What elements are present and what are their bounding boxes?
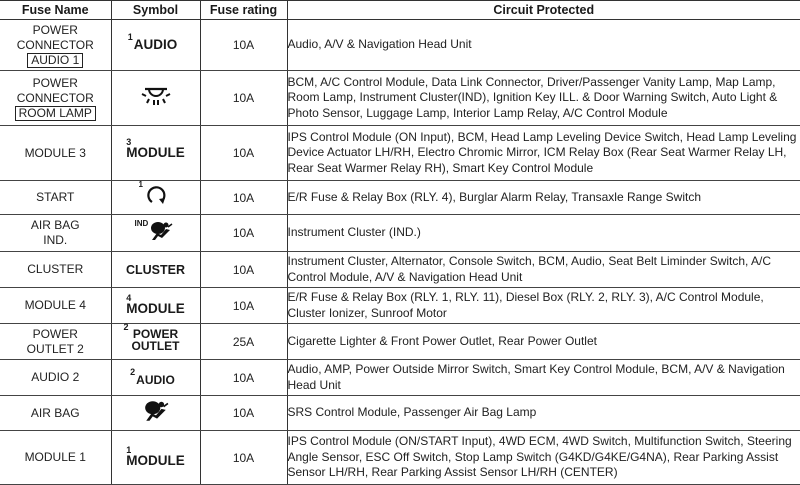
fuse-name: CLUSTER bbox=[0, 252, 111, 288]
symbol-text bbox=[126, 292, 185, 316]
header-circuit-protected: Circuit Protected bbox=[287, 1, 800, 20]
fuse-name-line: POWER bbox=[32, 75, 78, 90]
symbol-label-line: POWER bbox=[132, 327, 179, 341]
room-lamp-icon bbox=[139, 86, 173, 111]
airbag-icon bbox=[143, 400, 169, 427]
symbol-text bbox=[127, 32, 178, 52]
fuse-name-line: AIR BAG bbox=[30, 218, 80, 232]
table-row bbox=[0, 215, 800, 252]
symbol-label: MODULE bbox=[126, 452, 185, 468]
table-row bbox=[0, 20, 800, 71]
fuse-rating: 10A bbox=[200, 252, 287, 288]
circuit-protected: SRS Control Module, Passenger Air Bag Lamp bbox=[287, 396, 800, 431]
symbol-cell bbox=[111, 360, 200, 396]
symbol-superscript: 1 bbox=[138, 180, 143, 189]
table-header-row bbox=[0, 1, 800, 20]
table-row bbox=[0, 396, 800, 431]
fuse-rating: 10A bbox=[200, 288, 287, 324]
fuse-rating: 10A bbox=[200, 71, 287, 126]
symbol-text bbox=[123, 322, 180, 353]
circuit-protected: Audio, AMP, Power Outside Mirror Switch, Smart Key Control Module, BCM, A/V & Navigation Head Unit bbox=[287, 360, 800, 396]
symbol-cell bbox=[111, 396, 200, 431]
fuse-name-line: OUTLET 2 bbox=[26, 341, 84, 356]
symbol-label-line: OUTLET bbox=[131, 339, 180, 353]
fuse-name: AUDIO 2 bbox=[0, 360, 111, 396]
table-row bbox=[0, 71, 800, 126]
table-row bbox=[0, 431, 800, 485]
fuse-name: MODULE 3 bbox=[0, 126, 111, 181]
fuse-name: MODULE 4 bbox=[0, 288, 111, 324]
circuit-protected: BCM, A/C Control Module, Data Link Connector, Driver/Passenger Vanity Lamp, Map Lamp, Room Lamp, Instrument Cluster(IND), Ignition Key ILL. & Door Warning Switch, Auto Light & Photo Sensor, Luggage Lamp, Interior Lamp Relay, A/C Control Module bbox=[287, 71, 800, 126]
circuit-protected: Instrument Cluster (IND.) bbox=[287, 215, 800, 252]
circuit-protected: IPS Control Module (ON/START Input), 4WD ECM, 4WD Switch, Multifunction Switch, Steering Angle Sensor, ESC Off Switch, Stop Lamp Switch (G4KD/G4KE/G4NA), Rear Parking Assist Sensor LH/RH, Rear Parking Assist Sensor LH/RH (CENTER) bbox=[287, 431, 800, 485]
header-symbol: Symbol bbox=[111, 1, 200, 20]
symbol-text bbox=[126, 137, 185, 160]
circuit-protected: Cigarette Lighter & Front Power Outlet, Rear Power Outlet bbox=[287, 324, 800, 360]
circuit-protected: E/R Fuse & Relay Box (RLY. 4), Burglar Alarm Relay, Transaxle Range Switch bbox=[287, 181, 800, 215]
fuse-name: MODULE 1 bbox=[0, 431, 111, 485]
table-row bbox=[0, 324, 800, 360]
table-row bbox=[0, 181, 800, 215]
symbol-label: CLUSTER bbox=[125, 262, 186, 277]
fuse-rating: 10A bbox=[200, 396, 287, 431]
fuse-name-cell bbox=[0, 20, 111, 71]
symbol-cell bbox=[111, 71, 200, 126]
table-row bbox=[0, 288, 800, 324]
symbol-superscript: 1 bbox=[127, 32, 133, 42]
fuse-name-cell bbox=[0, 324, 111, 360]
fuse-name: START bbox=[0, 181, 111, 215]
circuit-protected: E/R Fuse & Relay Box (RLY. 1, RLY. 11), Diesel Box (RLY. 2, RLY. 3), A/C Control Module, Cluster Ionizer, Sunroof Motor bbox=[287, 288, 800, 324]
symbol-cell bbox=[111, 215, 200, 252]
symbol-cell bbox=[111, 181, 200, 215]
fuse-name-boxed: AUDIO 1 bbox=[27, 53, 83, 68]
symbol-superscript: 3 bbox=[126, 137, 132, 147]
header-fuse-rating: Fuse rating bbox=[200, 1, 287, 20]
airbag-icon bbox=[134, 218, 173, 246]
symbol-superscript: 2 bbox=[130, 366, 136, 377]
fuse-name-line: CONNECTOR bbox=[16, 90, 94, 105]
symbol-cell bbox=[111, 324, 200, 360]
fuse-name-line: POWER bbox=[32, 326, 78, 341]
circuit-protected: IPS Control Module (ON Input), BCM, Head Lamp Leveling Device Switch, Head Lamp Leveling Device Actuator LH/RH, Electro Chromic Mirror, ICM Relay Box (Rear Seat Warmer Relay LH, Rear Seat Warmer Relay RH), Smart Key Control Module bbox=[287, 126, 800, 181]
symbol-label: MODULE bbox=[126, 300, 185, 316]
fuse-rating: 10A bbox=[200, 360, 287, 396]
header-fuse-name: Fuse Name bbox=[0, 1, 111, 20]
fuse-name: AIR BAG bbox=[0, 396, 111, 431]
symbol-cell bbox=[111, 431, 200, 485]
circuit-protected: Audio, A/V & Navigation Head Unit bbox=[287, 20, 800, 71]
symbol-ind-label: IND bbox=[134, 218, 149, 228]
fuse-rating: 10A bbox=[200, 126, 287, 181]
symbol-text bbox=[126, 444, 185, 468]
fuse-name-line: POWER bbox=[32, 22, 78, 37]
symbol-label: AUDIO bbox=[133, 37, 178, 52]
fuse-name-cell bbox=[0, 71, 111, 126]
fuse-rating: 10A bbox=[200, 431, 287, 485]
symbol-text bbox=[130, 366, 175, 387]
symbol-superscript: 2 bbox=[123, 322, 129, 332]
symbol-label: MODULE bbox=[126, 145, 185, 160]
table-row bbox=[0, 252, 800, 288]
fuse-name-cell bbox=[0, 215, 111, 252]
symbol-superscript: 1 bbox=[126, 444, 132, 455]
symbol-label: AUDIO bbox=[136, 372, 175, 387]
table-row bbox=[0, 126, 800, 181]
fuse-name-line: IND. bbox=[43, 233, 68, 247]
table-row bbox=[0, 360, 800, 396]
symbol-cell bbox=[111, 126, 200, 181]
symbol-cell bbox=[111, 20, 200, 71]
fuse-rating: 10A bbox=[200, 20, 287, 71]
fuse-rating: 25A bbox=[200, 324, 287, 360]
symbol-cell bbox=[111, 252, 200, 288]
fuse-name-line: CONNECTOR bbox=[16, 37, 94, 52]
symbol-cell bbox=[111, 288, 200, 324]
circuit-protected: Instrument Cluster, Alternator, Console Switch, BCM, Audio, Seat Belt Liminder Switch, A/C Control Module, A/V & Navigation Head Unit bbox=[287, 252, 800, 288]
fuse-name-boxed: ROOM LAMP bbox=[15, 106, 96, 121]
symbol-superscript: 4 bbox=[126, 292, 132, 303]
start-arrow-icon bbox=[138, 180, 167, 211]
fuse-rating: 10A bbox=[200, 181, 287, 215]
fuse-rating: 10A bbox=[200, 215, 287, 252]
